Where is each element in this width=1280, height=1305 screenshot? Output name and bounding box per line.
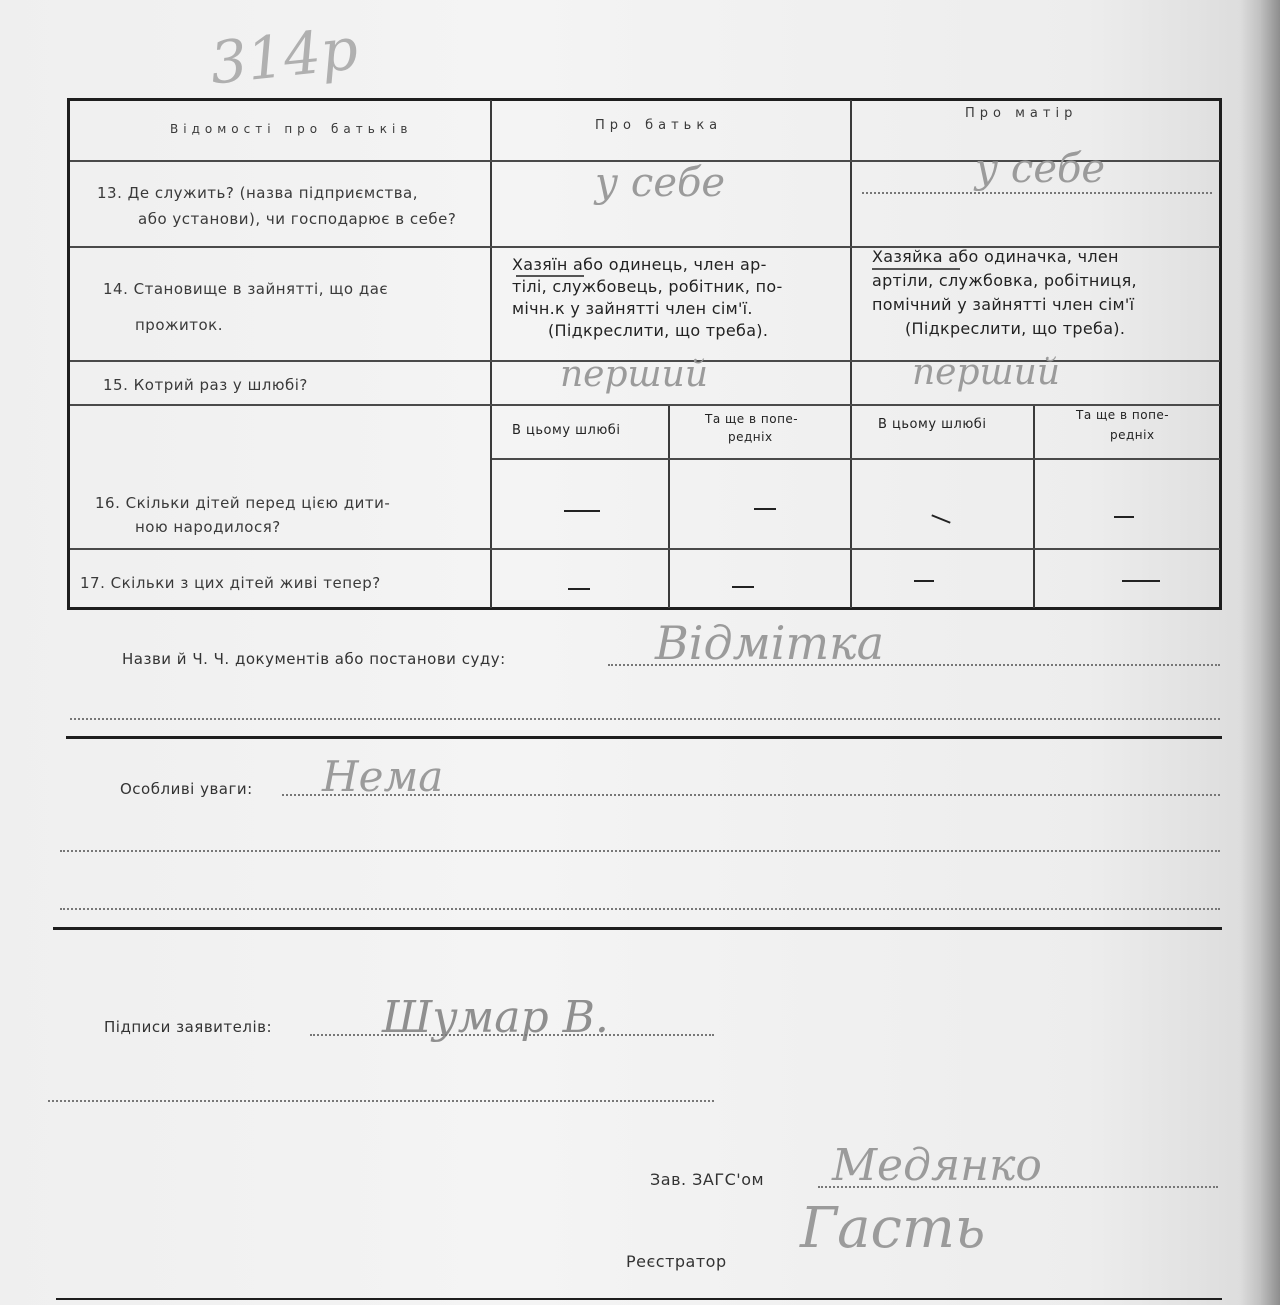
q14-mother-option-2: артіли, службовка, робітниця, [872,271,1137,290]
signatures-line-1 [310,1034,714,1036]
q14-mother-option-1: Хазяйка або одиначка, член [872,247,1119,266]
row-divider-subheads [492,458,1220,460]
q17-father-prev-dash [732,586,754,588]
q14-father-option-3: мічн.к у зайнятті член сім'ї. [512,299,753,318]
q17-father-this-dash [568,588,590,590]
q13-mother-answer: у себе [975,146,1106,192]
header-parents-info: Відомості про батьків [170,122,413,136]
zags-head-signature: Медянко [832,1140,1042,1191]
special-notes-value: Нема [322,752,444,801]
row-divider-15 [70,404,1220,406]
zags-line [818,1186,1218,1188]
col-divider-1 [490,100,492,608]
zags-head-label: Зав. ЗАГС'ом [650,1170,765,1189]
notes-line-2 [60,850,1220,852]
q14-line2: прожиток. [135,316,224,334]
binding-shadow [1240,0,1280,1305]
q14-line1: 14. Становище в зайнятті, що дає [103,280,389,298]
applicants-signature: Шумар В. [382,992,609,1043]
q14-father-option-2: тілі, службовець, робітник, по- [512,277,783,296]
archive-number-mark: 314р [206,14,361,98]
q16-line2: ною народилося? [135,518,281,536]
q17-mother-this-dash [914,580,934,582]
header-about-father: Про батька [595,118,723,133]
q17-label: 17. Скільки з цих дітей живі тепер? [80,574,381,592]
col-divider-2 [850,100,852,608]
header-about-mother: Про матір [965,106,1078,121]
applicants-signatures-label: Підписи заявителів: [104,1018,273,1036]
bottom-line [56,1298,1222,1300]
q14-mother-option-3: помічний у зайнятті член сім'ї [872,295,1135,314]
col-divider-father-sub [668,405,670,608]
q15-mother-answer: перший [912,352,1061,393]
registrar-label: Реєстратор [626,1252,727,1271]
q13-mother-line [862,192,1212,194]
q14-mother-option-4: (Підкреслити, що треба). [905,319,1126,338]
documents-line-2 [70,718,1220,720]
q13-line1: 13. Де служить? (назва підприємства, [97,184,419,202]
notes-line-3 [60,908,1220,910]
q16-line1: 16. Скільки дітей перед цією дити- [95,494,391,512]
documents-label: Назви й Ч. Ч. документів або постанови суду: [122,650,506,668]
documents-value: Відмітка [655,616,885,670]
signatures-line-2 [48,1100,714,1102]
subhead-mother-previous-1: Та ще в попе- [1076,408,1170,422]
q14-father-option-1: Хазяїн або одинець, член ар- [512,255,767,274]
row-divider-16 [70,548,1220,550]
q16-father-this-dash [564,510,600,512]
q14-father-option-4: (Підкреслити, що треба). [548,321,769,340]
q15-father-answer: перший [560,354,709,395]
q14-father-underline [516,275,584,277]
q15-label: 15. Котрий раз у шлюбі? [103,376,308,394]
section-divider-2 [53,927,1222,930]
subhead-father-this-marriage: В цьому шлюбі [512,423,621,438]
q16-mother-prev-dash [1114,516,1134,518]
subhead-mother-this-marriage: В цьому шлюбі [878,417,987,432]
q14-mother-underline [872,268,960,270]
registrar-signature: Гасть [800,1196,986,1261]
section-divider-1 [66,736,1222,739]
subhead-father-previous-1: Та ще в попе- [705,412,799,426]
documents-line-1 [608,664,1220,666]
notes-line-1 [282,794,1220,796]
q13-line2: або установи), чи господарює в себе? [138,210,457,228]
q16-father-prev-dash [754,508,776,510]
q17-mother-prev-dash [1122,580,1160,582]
col-divider-mother-sub [1033,405,1035,608]
special-notes-label: Особливі уваги: [120,780,253,798]
q13-father-answer: у себе [595,160,726,206]
subhead-mother-previous-2: редніх [1110,428,1155,442]
subhead-father-previous-2: редніх [728,430,773,444]
